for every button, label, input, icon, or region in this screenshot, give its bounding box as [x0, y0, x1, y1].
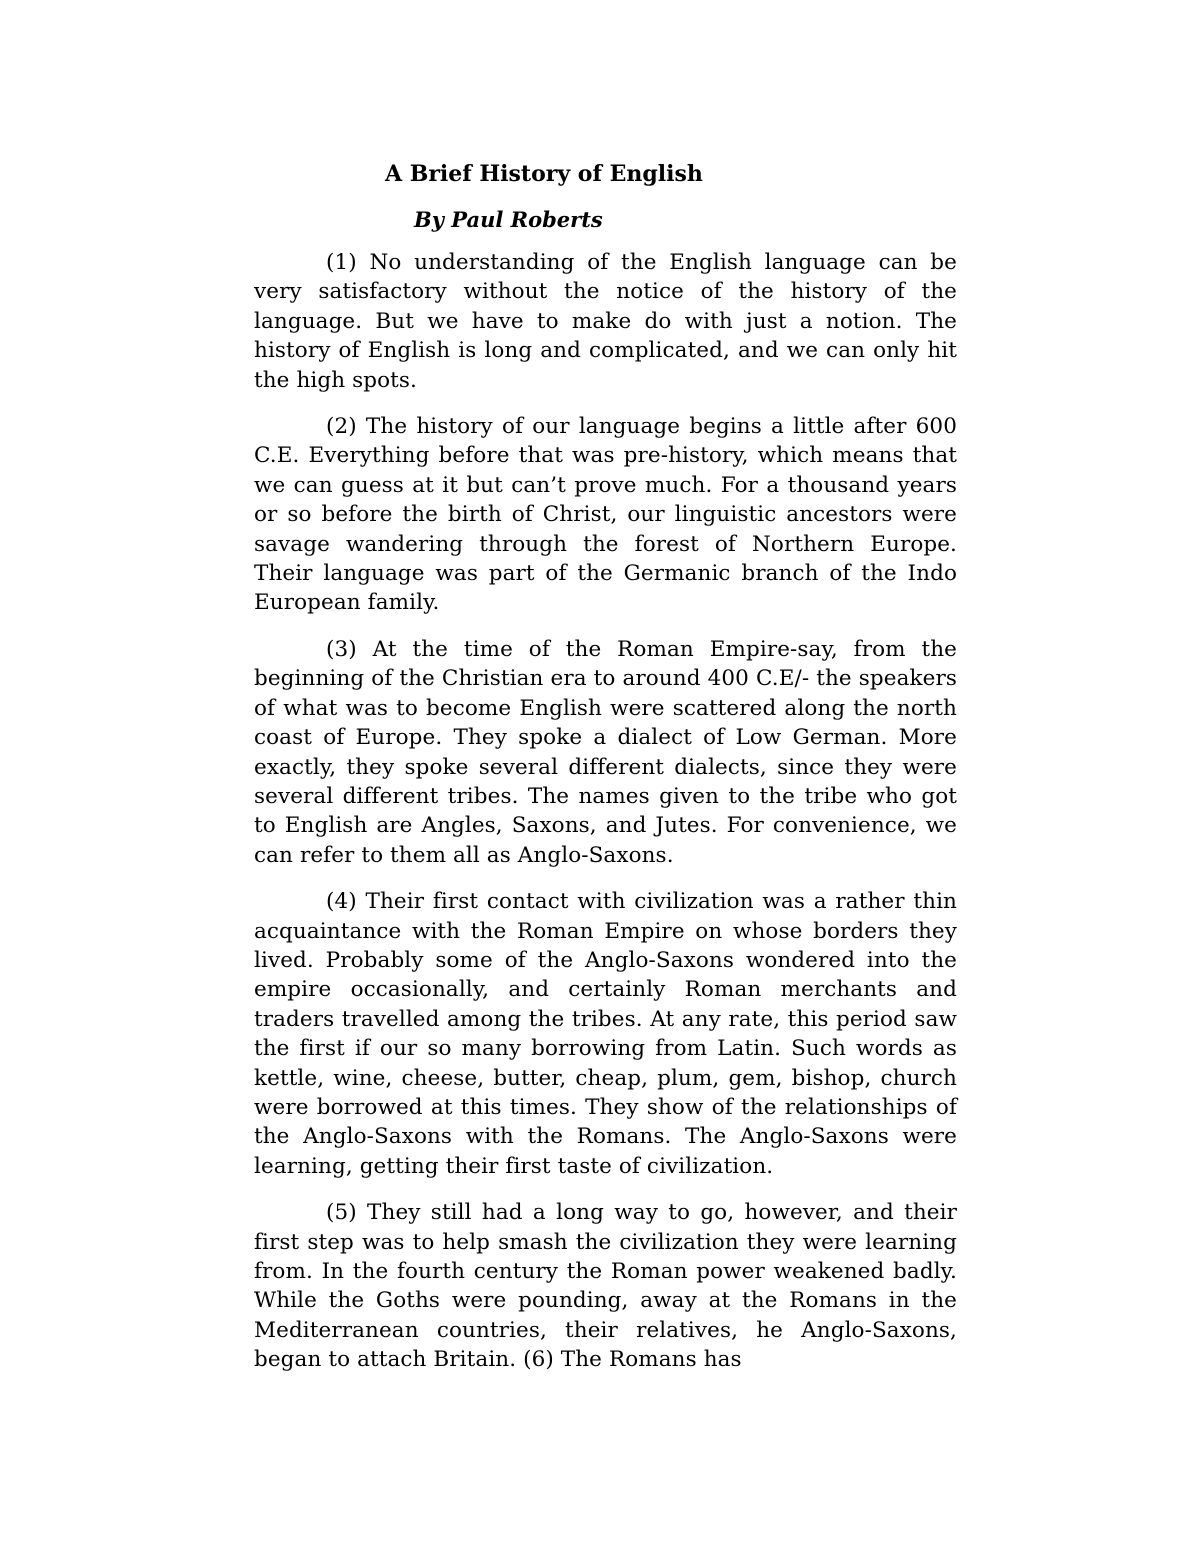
text-column	[254, 158, 957, 1375]
paragraph-3: (3) At the time of the Roman Empire-say, from the beginning of the Christian era to around 400 C.E/- the speakers of what was to become English were scattered along the north coast of Europe. They spoke a dialect of Low German. More exactly, they spoke several different dialects, since they were several different tribes. The names given to the tribe who got to English are Angles, Saxons, and Jutes. For convenience, we can refer to them all as Anglo-Saxons.	[254, 636, 957, 868]
paragraph-1: (1) No understanding of the English language can be very satisfactory without the notice of the history of the language. But we have to make do with just a notion. The history of English is long and complicated, and we can only hit the high spots.	[254, 250, 957, 393]
paragraph-5: (5) They still had a long way to go, however, and their first step was to help smash the civilization they were learning from. In the fourth century the Roman power weakened badly. While the Goths were pounding, away at the Romans in the Mediterranean countries, their relatives, he Anglo-Saxons, began to attach Britain. (6) The Romans has	[254, 1200, 957, 1373]
paragraph-2: (2) The history of our language begins a little after 600 C.E. Everything before that was pre-history, which means that we can guess at it but can’t prove much. For a thousand years or so before the birth of Christ, our linguistic ancestors were savage wandering through the forest of Northern Europe. Their language was part of the Germanic branch of the Indo European family.	[254, 414, 957, 616]
author-byline: By Paul Roberts	[414, 207, 603, 232]
document-title: A Brief History of English	[385, 161, 703, 187]
paragraph-4: (4) Their first contact with civilization was a rather thin acquaintance with the Roman Empire on whose borders they lived. Probably some of the Anglo-Saxons wondered into the empire occasionally, and certainly Roman merchants and traders travelled among the tribes. At any rate, this period saw the first if our so many borrowing from Latin. Such words as kettle, wine, cheese, butter, cheap, plum, gem, bishop, church were borrowed at this times. They show of the relationships of the Anglo-Saxons with the Romans. The Anglo-Saxons were learning, getting their first taste of civilization.	[254, 889, 957, 1179]
